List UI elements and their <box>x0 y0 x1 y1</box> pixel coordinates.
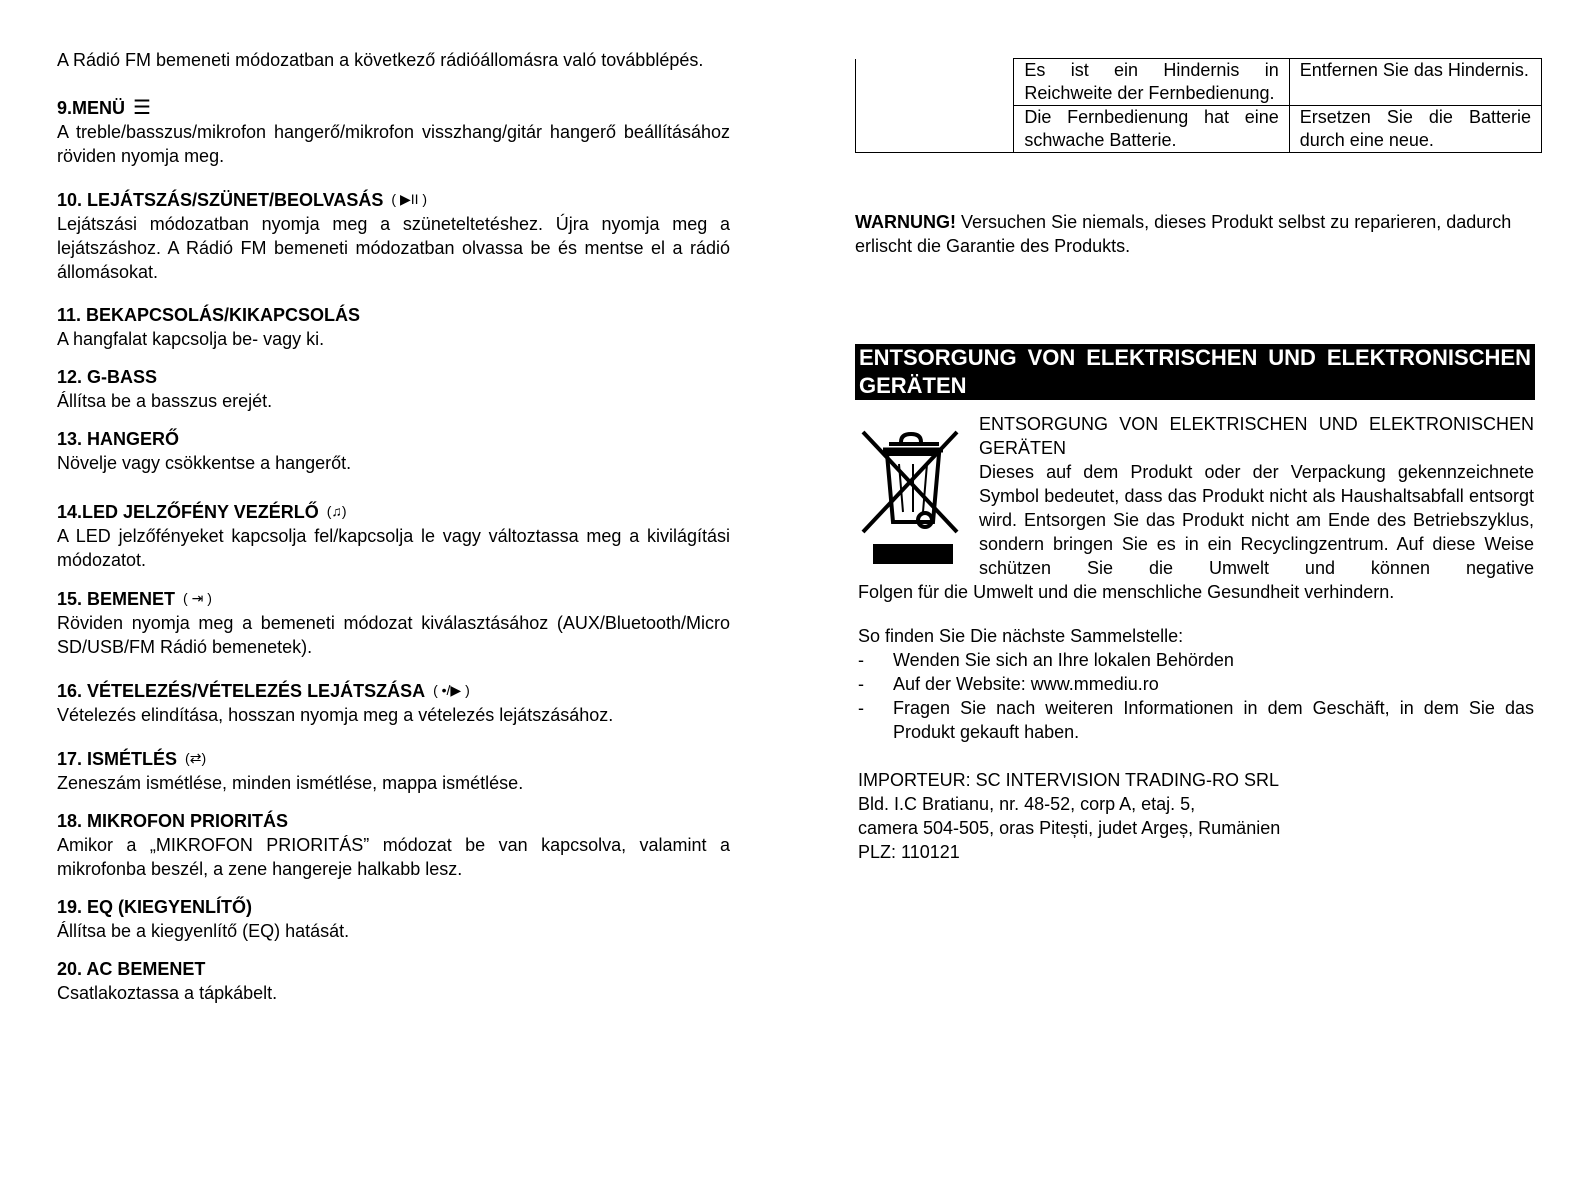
section-gbass <box>57 365 730 413</box>
section-text: Lejátszási módozatban nyomja meg a szüneteltetéshez. Újra nyomja meg a lejátszáshoz. A Rádió FM bemeneti módozatban olvassa be és mentse el a rádió állomásokat. <box>57 214 730 282</box>
section-text: Zeneszám ismétlése, minden ismétlése, mappa ismétlése. <box>57 773 524 793</box>
section-title: 10. LEJÁTSZÁS/SZÜNET/BEOLVASÁS <box>57 190 384 210</box>
table-row <box>856 59 1542 106</box>
led-light-icon: (♫) <box>326 503 347 519</box>
section-text: A hangfalat kapcsolja be- vagy ki. <box>57 329 325 349</box>
section-input <box>57 586 730 659</box>
section-record <box>57 678 730 727</box>
warning-text: Versuchen Sie niemals, dieses Produkt selbst zu reparieren, dadurch erlischt die Garantie des Produkts. <box>855 212 1512 256</box>
section-title: 18. MIKROFON PRIORITÁS <box>57 811 289 831</box>
list-dash: - <box>858 650 864 670</box>
disposal-heading: ENTSORGUNG VON ELEKTRISCHEN UND ELEKTRONISCHEN GERÄTEN <box>855 344 1535 400</box>
section-repeat <box>57 746 730 795</box>
section-title: 17. ISMÉTLÉS <box>57 749 178 769</box>
section-title: 20. AC BEMENET <box>57 959 206 979</box>
play-pause-icon: ( ▶II ) <box>391 191 428 207</box>
section-power <box>57 303 730 351</box>
section-text: Állítsa be a kiegyenlítő (EQ) hatását. <box>57 921 350 941</box>
importer-line: Bld. I.C Bratianu, nr. 48-52, corp A, etaj. 5, <box>858 794 1196 814</box>
list-dash: - <box>858 698 864 718</box>
troubleshooting-table <box>855 58 1542 153</box>
collection-intro: So finden Sie Die nächste Sammelstelle: <box>858 626 1184 646</box>
section-text: Csatlakoztassa a tápkábelt. <box>57 983 278 1003</box>
disposal-section <box>858 412 1534 604</box>
warning-paragraph <box>855 210 1535 258</box>
section-title: 19. EQ (KIEGYENLÍTŐ) <box>57 897 253 917</box>
list-item <box>858 696 1534 744</box>
section-text: A LED jelzőfényeket kapcsolja fel/kapcsolja le vagy változtassa meg a kivilágítási módozatot. <box>57 526 730 570</box>
repeat-icon: (⇄) <box>185 750 207 766</box>
intro-text: A Rádió FM bemeneti módozatban a következő rádióállomásra való továbblépés. <box>57 50 704 70</box>
table-cell-solution: Ersetzen Sie die Batterie durch eine neue. <box>1289 106 1541 153</box>
left-column <box>57 48 730 1005</box>
section-title: 13. HANGERŐ <box>57 429 180 449</box>
section-menu <box>57 96 730 168</box>
section-text: Növelje vagy csökkentse a hangerőt. <box>57 453 352 473</box>
warning-label: WARNUNG! <box>855 212 956 232</box>
section-eq <box>57 895 730 943</box>
section-play-pause <box>57 187 730 284</box>
section-mic-priority <box>57 809 730 881</box>
section-text: Állítsa be a basszus erejét. <box>57 391 273 411</box>
importer-line: IMPORTEUR: SC INTERVISION TRADING-RO SRL <box>858 770 1280 790</box>
table-cell-empty <box>856 59 1014 153</box>
importer-line: PLZ: 110121 <box>858 842 960 862</box>
record-play-icon: ( •/▶ ) <box>433 682 470 698</box>
section-volume <box>57 427 730 475</box>
input-icon: ( ⇥ ) <box>183 590 212 606</box>
list-dash: - <box>858 674 864 694</box>
section-title: 14.LED JELZŐFÉNY VEZÉRLŐ <box>57 502 319 522</box>
disposal-tail: Folgen für die Umwelt und die menschliche Gesundheit verhindern. <box>858 582 1395 602</box>
disposal-text: Dieses auf dem Produkt oder der Verpackung gekennzeichnete Symbol bedeutet, dass das Produkt nicht als Haushaltsabfall entsorgt wird. Entsorgen Sie das Produkt nicht am Ende des Betriebszyklus, sondern bringen Sie es in ein Recyclingzentrum. Auf diese Weise schützen Sie die Umwelt und können negative <box>979 462 1534 578</box>
importer-block <box>858 768 1534 864</box>
section-text: A treble/basszus/mikrofon hangerő/mikrofon visszhang/gitár hangerő beállításához röviden nyomja meg. <box>57 122 730 166</box>
section-title: 15. BEMENET <box>57 589 176 609</box>
section-ac-input <box>57 957 730 1005</box>
section-led <box>57 499 730 572</box>
table-cell-problem: Die Fernbedienung hat eine schwache Batterie. <box>1014 106 1289 153</box>
section-text: Röviden nyomja meg a bemeneti módozat kiválasztásához (AUX/Bluetooth/Micro SD/USB/FM Rádió bemenetek). <box>57 613 730 657</box>
section-text: Amikor a „MIKROFON PRIORITÁS” módozat be van kapcsolva, valamint a mikrofonba beszél, a zene hangereje halkabb lesz. <box>57 835 730 879</box>
list-item <box>858 672 1534 696</box>
section-title: 9.MENÜ <box>57 98 126 118</box>
list-item-text: Wenden Sie sich an Ihre lokalen Behörden <box>893 650 1234 670</box>
section-title: 11. BEKAPCSOLÁS/KIKAPCSOLÁS <box>57 305 361 325</box>
table-cell-solution: Entfernen Sie das Hindernis. <box>1289 59 1541 106</box>
section-text: Vételezés elindítása, hosszan nyomja meg a vételezés lejátszásához. <box>57 705 614 725</box>
importer-line: camera 504-505, oras Pitești, judet Argeș, Rumänien <box>858 818 1281 838</box>
list-item-text: Auf der Website: www.mmediu.ro <box>893 674 1159 694</box>
disposal-subheading-text: ENTSORGUNG VON ELEKTRISCHEN UND ELEKTRONISCHEN GERÄTEN <box>979 414 1534 458</box>
list-item-text: Fragen Sie nach weiteren Informationen in dem Geschäft, in dem Sie das Produkt gekauft haben. <box>893 698 1534 742</box>
section-title: 12. G-BASS <box>57 367 158 387</box>
table-cell-problem: Es ist ein Hindernis in Reichweite der Fernbedienung. <box>1014 59 1289 106</box>
section-title: 16. VÉTELEZÉS/VÉTELEZÉS LEJÁTSZÁSA <box>57 681 426 701</box>
list-item <box>858 648 1534 672</box>
collection-point-list <box>858 624 1534 744</box>
menu-icon: ☰ <box>133 97 151 119</box>
disposal-subheading <box>858 412 1534 460</box>
